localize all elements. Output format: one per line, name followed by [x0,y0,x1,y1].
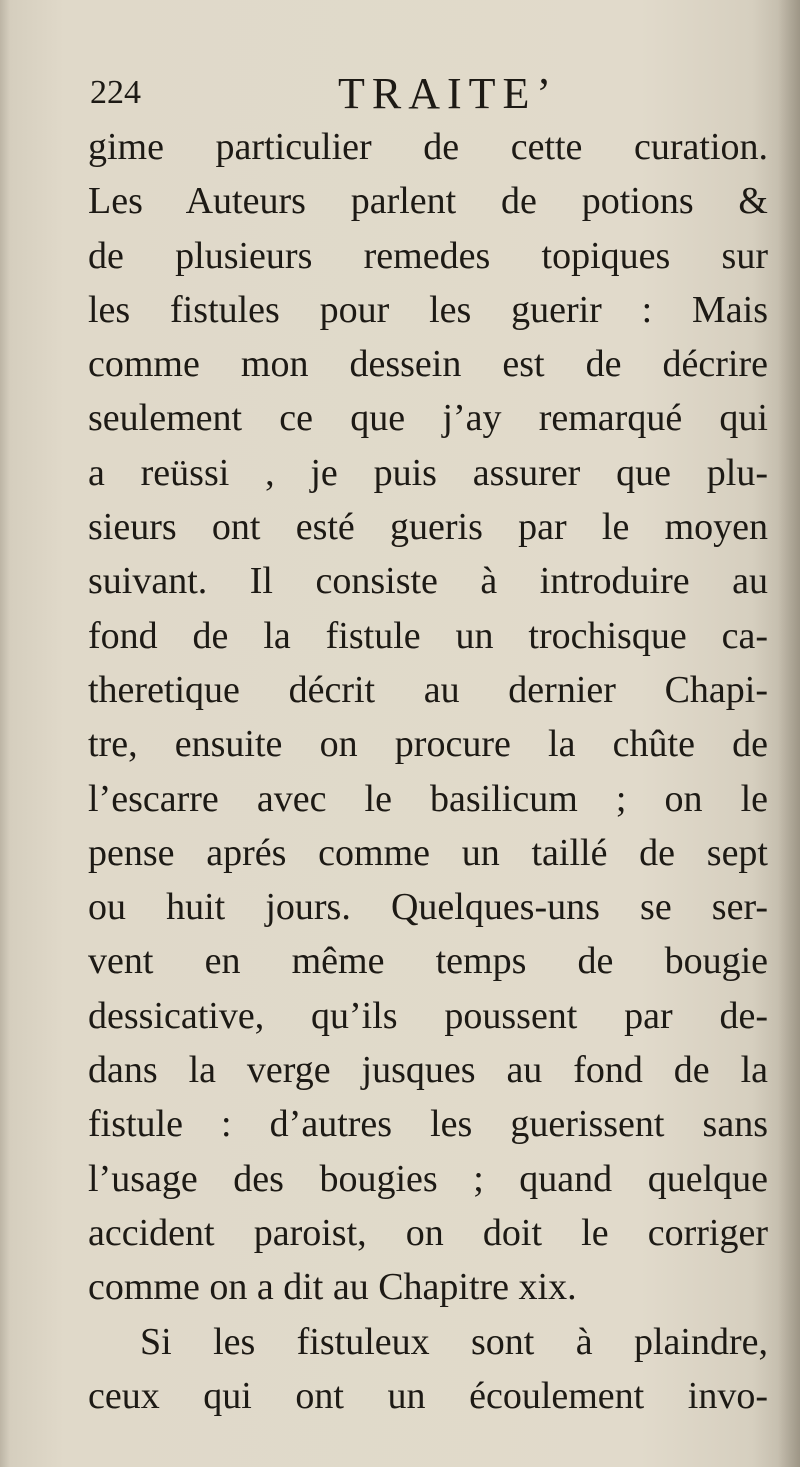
text-line: dans la verge jusques au fond de la [88,1049,768,1092]
text-line: accident paroist, on doit le corriger [88,1211,768,1254]
text-line: gime particulier de cette curation. [88,126,768,168]
text-line: suivant. Il consiste à introduire au [88,560,768,603]
page-header [90,68,770,122]
text-line: Les Auteurs parlent de potions & [88,180,768,223]
text-line: pense aprés comme un taillé de sept [88,831,768,874]
text-line: theretique décrit au dernier Chapi- [88,668,768,711]
text-line: les fistules pour les guerir : Mais [88,288,768,331]
body-text [88,120,768,1423]
text-line: dessicative, qu’ils poussent par de- [88,994,768,1037]
text-line: fond de la fistule un trochisque ca- [88,614,768,657]
text-line: Si les fistuleux sont à plaindre, [140,1320,768,1363]
text-line: comme mon dessein est de décrire [88,343,768,386]
page-shadow-left [0,0,10,1467]
text-line: a reüssi , je puis assurer que plu- [88,451,768,494]
page-number: 224 [90,74,141,111]
text-line: comme on a dit au Chapitre xix. [88,1266,577,1309]
text-line: sieurs ont esté gueris par le moyen [88,506,768,549]
text-line: de plusieurs remedes topiques sur [88,234,768,277]
running-title: TRAITE’ [338,69,559,118]
text-line: vent en même temps de bougie [88,940,768,983]
text-line: tre, ensuite on procure la chûte de [88,723,768,766]
text-line: seulement ce que j’ay remarqué qui [88,397,768,440]
text-line: fistule : d’autres les guerissent sans [88,1103,768,1146]
text-line: l’usage des bougies ; quand quelque [88,1157,768,1200]
text-line: l’escarre avec le basilicum ; on le [88,777,768,820]
page-shadow-right [778,0,800,1467]
text-line: ou huit jours. Quelques-uns se ser- [88,886,768,929]
text-line: ceux qui ont un écoulement invo- [88,1374,768,1417]
